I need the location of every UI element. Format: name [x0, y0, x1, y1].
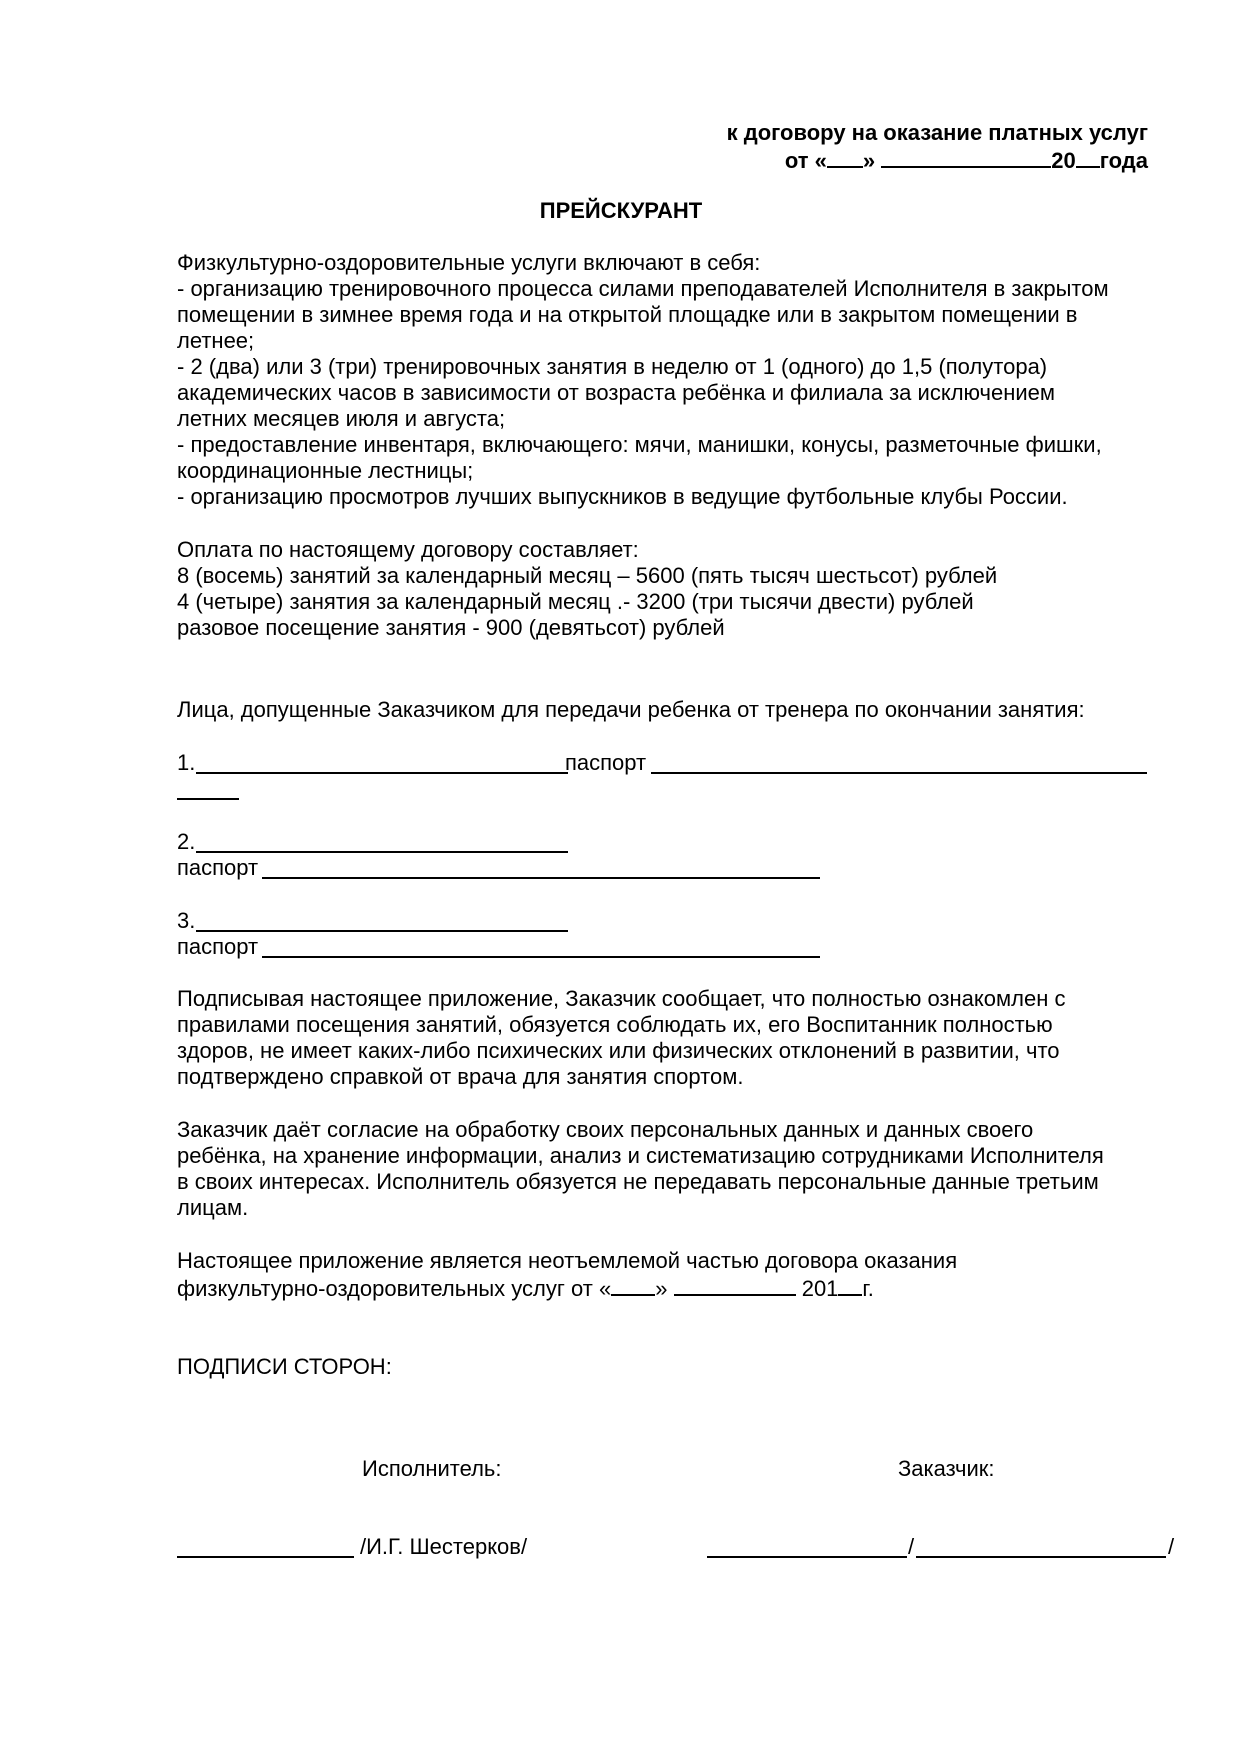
consent-health-section — [177, 986, 1157, 1090]
payment-section — [177, 537, 1157, 641]
consent-data-section — [177, 1117, 1157, 1221]
services-line: летних месяцев июля и августа; — [177, 406, 506, 431]
customer-name-field[interactable] — [916, 1556, 1166, 1558]
header-date-suffix: года — [1099, 148, 1148, 173]
consent-health-line: Подписывая настоящее приложение, Заказчик сообщает, что полностью ознакомлен с — [177, 986, 1066, 1011]
consent-health-line: правилами посещения занятий, обязуется соблюдать их, его Воспитанник полностью — [177, 1012, 1053, 1037]
customer-name-slash: / — [1168, 1534, 1175, 1559]
services-section — [177, 250, 1157, 510]
services-line: - предоставление инвентаря, включающего: мячи, манишки, конусы, разметочные фишки, — [177, 432, 1102, 457]
customer-signature-slash: / — [908, 1534, 915, 1559]
consent-health-line: подтверждено справкой от врача для занятия спортом. — [177, 1064, 744, 1089]
page-title: ПРЕЙСКУРАНТ — [539, 198, 703, 223]
customer-label: Заказчик: — [898, 1456, 995, 1481]
person-1-number: 1. — [177, 750, 196, 775]
appendix-month-blank — [674, 1274, 796, 1296]
header-date-mid: » — [862, 148, 876, 173]
person-1-passport-label: паспорт — [565, 750, 647, 775]
person-1-name-field[interactable] — [196, 772, 568, 774]
signatures-heading: ПОДПИСИ СТОРОН: — [177, 1354, 392, 1379]
appendix-line-2 — [177, 1274, 1157, 1302]
header-date-prefix: от « — [784, 148, 827, 173]
appendix-year: 201 — [801, 1276, 839, 1301]
services-line: Физкультурно-оздоровительные услуги включают в себя: — [177, 250, 761, 275]
payment-line: Оплата по настоящему договору составляет: — [177, 537, 639, 562]
services-line: - организацию тренировочного процесса силами преподавателей Исполнителя в закрытом — [177, 276, 1109, 301]
appendix-date-prefix: физкультурно-оздоровительных услуг от « — [177, 1276, 612, 1301]
person-2-name-field[interactable] — [196, 851, 568, 853]
consent-data-line: ребёнка, на хранение информации, анализ и систематизацию сотрудниками Исполнителя — [177, 1143, 1104, 1168]
services-line: - организацию просмотров лучших выпускников в ведущие футбольные клубы России. — [177, 484, 1068, 509]
consent-health-line: здоров, не имеет каких-либо психических или физических отклонений в развитии, что — [177, 1038, 1060, 1063]
payment-line: 4 (четыре) занятия за календарный месяц .- 3200 (три тысячи двести) рублей — [177, 589, 974, 614]
executor-signature-field[interactable] — [177, 1556, 354, 1558]
services-line: координационные лестницы; — [177, 458, 474, 483]
appendix-line-1: Настоящее приложение является неотъемлемой частью договора оказания — [177, 1248, 958, 1273]
appendix-section — [177, 1248, 1157, 1302]
person-3-passport-field[interactable] — [262, 956, 820, 958]
person-1-passport-field-cont[interactable] — [177, 798, 239, 800]
header-year: 20 — [1051, 148, 1076, 173]
person-3-name-field[interactable] — [196, 930, 568, 932]
consent-data-line: лицам. — [177, 1195, 249, 1220]
header-line-2 — [785, 146, 1148, 174]
header-year-blank — [1076, 146, 1100, 168]
customer-signature-field[interactable] — [707, 1556, 907, 1558]
appendix-date-suffix: г. — [862, 1276, 874, 1301]
executor-name: /И.Г. Шестерков/ — [360, 1534, 528, 1559]
person-1-passport-field[interactable] — [651, 772, 1147, 774]
services-line: летнее; — [177, 328, 255, 353]
executor-label: Исполнитель: — [362, 1456, 502, 1481]
consent-data-line: в своих интересах. Исполнитель обязуется не передавать персональные данные третьим — [177, 1169, 1099, 1194]
person-3-passport-label: паспорт — [177, 934, 259, 959]
payment-line: 8 (восемь) занятий за календарный месяц – 5600 (пять тысяч шестьсот) рублей — [177, 563, 998, 588]
appendix-year-blank — [838, 1274, 862, 1296]
header-line-1: к договору на оказание платных услуг — [726, 120, 1148, 145]
appendix-day-blank — [611, 1274, 655, 1296]
services-line: помещении в зимнее время года и на открытой площадке или в закрытом помещении в — [177, 302, 1078, 327]
person-2-number: 2. — [177, 829, 196, 854]
appendix-date-mid: » — [655, 1276, 668, 1301]
person-2-passport-field[interactable] — [262, 877, 820, 879]
header-month-blank — [881, 146, 1051, 168]
services-line: - 2 (два) или 3 (три) тренировочных занятия в неделю от 1 (одного) до 1,5 (полутора) — [177, 354, 1048, 379]
consent-data-line: Заказчик даёт согласие на обработку своих персональных данных и данных своего — [177, 1117, 1034, 1142]
payment-line: разовое посещение занятия - 900 (девятьсот) рублей — [177, 615, 725, 640]
header-day-blank — [827, 146, 863, 168]
persons-intro: Лица, допущенные Заказчиком для передачи ребенка от тренера по окончании занятия: — [177, 697, 1085, 722]
person-2-passport-label: паспорт — [177, 855, 259, 880]
person-3-number: 3. — [177, 908, 196, 933]
services-line: академических часов в зависимости от возраста ребёнка и филиала за исключением — [177, 380, 1056, 405]
